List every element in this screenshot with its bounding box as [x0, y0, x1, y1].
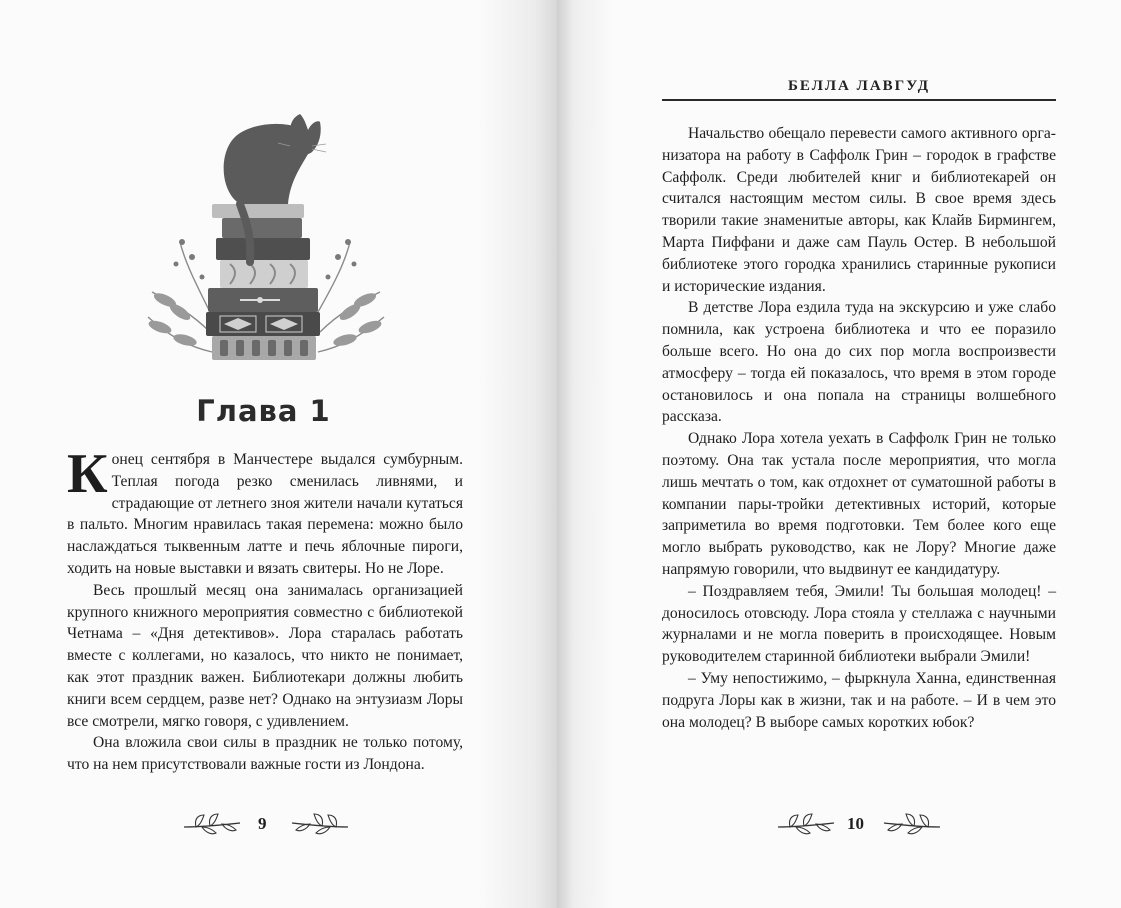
- paragraph: Она вложила свои силы в праздник не только потому, что на нем присутствовали важные гости из Лондона.: [67, 734, 463, 774]
- paragraph: В детстве Лора ездила туда на экскурсию и уже слабо помнила, как устроена библиотека и что ее поразило больше всего. Но она до сих пор могла воспроизвести атмосферу – тогда ей показалось, что время в этом городе остановилось и она попала на страницы волшебного рассказа.: [662, 299, 1056, 426]
- leaf-sprig-ornament-icon: [776, 811, 836, 839]
- page-number: 10: [847, 814, 864, 833]
- paragraph: Начальство обещало перевести самого активного организатора на работу в Саффолк Грин – городок в графстве Саффолк. Среди любителей книг и библиотекарей он считался настоящим местом силы. В свое время здесь творили такие знаменитые авторы, как Клайв Бирмингем, Марта Пиффани и даже сам Пауль Остер. В небольшой библиотеке этого городка хранились старинные рукописи и исторические издания.: [662, 125, 1056, 295]
- drop-cap: К: [67, 443, 108, 505]
- right-body-text: [662, 123, 1056, 733]
- leaf-sprig-ornament-icon: [882, 811, 942, 839]
- paragraph: – Поздравляем тебя, Эмили! Ты большая молодец! – доносилось отовсюду. Лора стояла у стеллажа с научными журналами и не могла поверить в происходящее. Новым руководителем старинной библиотеки выбрали Эмили!: [662, 582, 1056, 666]
- paragraph: Конец сентября в Манчестере выдался сумбурным. Теплая погода резко сменилась ливнями, и страдающие от летнего зноя жители начали кутаться в пальто. Многим нравилась такая перемена: можно было наслаждаться тыквенным латте и печь яблочные пироги, ходить на новые выставки и вязать свитеры. Но не Лоре.: [67, 443, 463, 577]
- paragraph: Весь прошлый месяц она занималась организацией крупного книжного мероприятия совместно с библиотекой Четнама – «Дня детективов». Лора старалась работать вместе с коллегами, но казалось, что никто не понимает, как этот праздник важен. Библиотекари должны любить книги всем сердцем, разве нет? Однако на энтузиазм Лоры все смотрели, мягко говоря, с удивлением.: [67, 581, 463, 730]
- left-body-text: [67, 443, 463, 776]
- left-page: [0, 0, 557, 908]
- leaf-sprig-ornament-icon: [182, 811, 242, 839]
- chapter-title: Глава 1: [196, 394, 331, 428]
- paragraph: – Уму непостижимо, – фыркнула Ханна, единственная подруга Лоры как в жизни, так и на работе. – И в чем это она молодец? В выборе самых коротких юбок?: [662, 669, 1056, 731]
- paragraph: Однако Лора хотела уехать в Саффолк Грин не только поэтому. Она так устала после мероприятия, что могла лишь мечтать о том, как отдохнет от суматошной работы в компании пары-тройки детективных историй, которые заприметила во время подготовки. Тем более кого еще могло выбрать руководство, как не Лору? Многие даже напрямую говорили, что выдвинут ее кандидатуру.: [662, 430, 1056, 578]
- running-head: БЕЛЛА ЛАВГУД: [787, 78, 931, 94]
- page-number: 9: [258, 814, 267, 833]
- cat-on-books-illustration: [140, 112, 390, 372]
- header-rule: [662, 99, 1056, 101]
- leaf-sprig-ornament-icon: [290, 811, 350, 839]
